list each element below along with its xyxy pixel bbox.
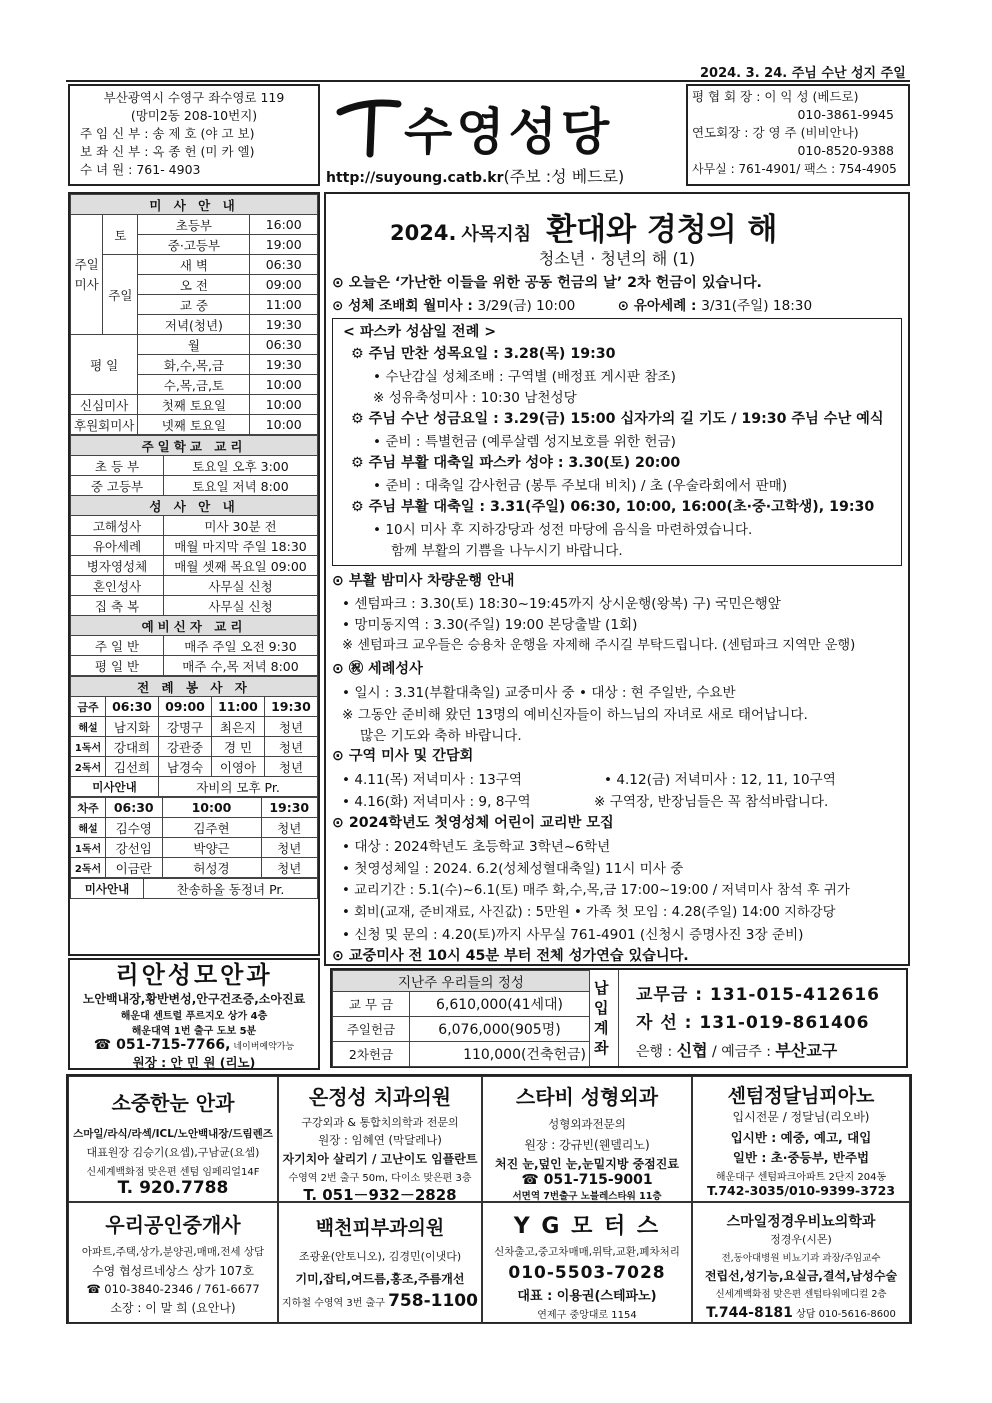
server-name: 강대희	[106, 737, 159, 757]
ad-woori-name: 우리공인중개사	[105, 1213, 241, 1237]
top-rule	[66, 80, 910, 82]
ad-baekcheon-name: 백천피부과의원	[315, 1217, 445, 1239]
mass-row-label: 중·고등부	[138, 235, 250, 255]
bus-item: • 센텀파크 : 3.30(토) 18:30~19:45까지 상시운행(왕복) 구) 국민은행앞	[342, 596, 781, 612]
bank-info	[636, 1038, 837, 1061]
easter-item: • 수난감실 성체조배 : 구역별 (배정표 게시판 참조)	[373, 369, 676, 385]
ad-piano-general: 일반 : 초·중등부, 반주법	[732, 1150, 870, 1165]
account-dues-number: : 131-015-412616	[688, 985, 880, 1005]
sacrament-row-label: 고해성사	[71, 516, 164, 536]
ad-centum-piano	[692, 1076, 910, 1202]
sacrament-row-time: 미사 30분 전	[164, 516, 318, 536]
holder-name: 부산교구	[775, 1041, 838, 1060]
ad-onjeong-name: 온정성 치과의원	[308, 1085, 452, 1109]
assistant-priest: 보 좌 신 부 : 옥 종 헌 (미 카 엘)	[80, 144, 255, 159]
next-mass-info-label: 미사안내	[71, 879, 144, 899]
church-address-lot: (망미2동 208-10번지)	[130, 108, 258, 123]
holder-label: / 예금주 :	[707, 1044, 776, 1060]
server-name: 박양근	[162, 838, 261, 858]
ad-urology-career: 전,동아대병원 비뇨기과 과장/주임교수	[721, 1253, 881, 1264]
saturday-label: 토	[103, 215, 138, 255]
bank-name: 신협	[676, 1041, 708, 1060]
ad-urology-doctor: 정경우(시몬)	[770, 1233, 832, 1246]
mass-row-time: 10:00	[250, 375, 318, 395]
ad-jung-urology	[692, 1202, 910, 1324]
mass-row-label: 새 벽	[138, 255, 250, 275]
sunday-school-title: 주일학교 교리	[71, 436, 318, 456]
server-name: 김선희	[106, 757, 159, 777]
eye-clinic-phone: ☎ 051-715-7766,	[93, 1037, 231, 1053]
server-name: 허성경	[162, 858, 261, 878]
ad-baekcheon-derm	[278, 1202, 482, 1324]
bus-item: ※ 센텀파크 교우들은 승용차 운행을 자제해 주시길 부탁드립니다. (센텀파크 지역만 운행)	[342, 638, 856, 653]
mass-row-label: 화,수,목,금	[138, 355, 250, 375]
mass-row-time: 11:00	[250, 295, 318, 315]
offering-label: 교 무 금	[333, 992, 410, 1017]
server-name: 청년	[265, 757, 318, 777]
ad-starbi-phone: ☎ 051-715-9001	[521, 1172, 653, 1188]
server-name: 청년	[261, 818, 318, 838]
bus-item: • 망미동지역 : 3.30(주일) 19:00 본당출발 (1회)	[342, 617, 638, 633]
mass-row-label: 교 중	[138, 295, 250, 315]
ad-sojung-location: 신세계백화점 맞은편 센텀 임페리얼14F	[86, 1167, 260, 1178]
baptism-item: ※ 그동안 준비해 왔던 13명의 예비신자들이 하느님의 자녀로 새로 태어납니다.	[342, 707, 808, 723]
ad-piano-sub: 입시전문 / 정달님(리오바)	[732, 1110, 870, 1124]
mass-row-time: 19:30	[250, 315, 318, 335]
catechumen-row-time: 매주 주일 오전 9:30	[164, 636, 318, 656]
ad-starbi-name: 스타비 성형외과	[515, 1085, 659, 1109]
easter-item: ⚙ 주님 수난 성금요일 : 3.29(금) 15:00 십자가의 길 기도 / 19:30 주님 수난 예식	[351, 411, 884, 427]
server-name: 이영아	[212, 757, 265, 777]
ad-urology-name: 스마일정경우비뇨의학과	[726, 1214, 876, 1230]
account-charity-label: 자 선	[636, 1013, 678, 1033]
sunday-mass-label: 주일미사	[71, 215, 103, 335]
ad-piano-location: 해운대구 센텀파크아파트 2단지 204동	[715, 1172, 887, 1183]
ad-onjeong-phone: T. 051－932－2828	[303, 1186, 457, 1202]
ad-urology-location: 신세계백화점 맞은편 센텀타워메디컬 2층	[715, 1289, 887, 1300]
liturgy-servers-title: 전 례 봉 사 자	[71, 677, 318, 697]
school-row-label: 중 고등부	[71, 476, 164, 496]
motto-year: 2024.	[390, 221, 457, 245]
ad-yg-location: 연제구 중앙대로 1154	[537, 1310, 637, 1321]
server-time: 10:00	[162, 798, 261, 818]
issue-date: 2024. 3. 24. 주님 수난 성지 주일	[700, 66, 906, 81]
catechumen-row-label: 평 일 반	[71, 656, 164, 676]
sacrament-row-label: 집 축 복	[71, 596, 164, 616]
support-mass-time: 10:00	[250, 415, 318, 435]
ad-sojung-name: 소중한눈 안과	[111, 1091, 235, 1115]
church-info-box	[68, 84, 320, 186]
server-time: 19:30	[261, 798, 318, 818]
infant-baptism-label: ⊙ 유아세례 :	[617, 298, 702, 314]
mass-row-label: 오 전	[138, 275, 250, 295]
ad-baekcheon-phone: 758-1100	[388, 1291, 478, 1311]
mass-row-time: 06:30	[250, 255, 318, 275]
main-notice-area	[324, 192, 910, 966]
catechumen-row-time: 매주 수,목 저녁 8:00	[164, 656, 318, 676]
server-name: 청년	[265, 737, 318, 757]
server-name: 남경숙	[159, 757, 212, 777]
mass-row-time: 06:30	[250, 335, 318, 355]
council-info-box	[686, 84, 910, 186]
convent: 수 녀 원 : 761- 4903	[80, 162, 201, 177]
sacrament-row-time: 매월 마지막 주일 18:30	[164, 536, 318, 556]
first-communion-title: ⊙ 2024학년도 첫영성체 어린이 교리반 모집	[332, 815, 614, 831]
sacrament-row-label: 유아세례	[71, 536, 164, 556]
devotion-mass-day: 첫째 토요일	[138, 395, 250, 415]
easter-triduum-title: < 파스카 성삼일 전례 >	[343, 324, 497, 340]
school-row-label: 초 등 부	[71, 456, 164, 476]
notice-collection: ⊙ 오늘은 ‘가난한 이들을 위한 공동 헌금의 날’ 2차 헌금이 있습니다.	[332, 275, 762, 291]
ad-starbi-plastic	[482, 1076, 692, 1202]
mass-row-label: 수,목,금,토	[138, 375, 250, 395]
motto-label: 사목지침	[461, 224, 532, 245]
payment-account-label: 납입계좌	[594, 979, 609, 1057]
pastor: 주 임 신 부 : 송 제 호 (야 고 보)	[80, 126, 255, 141]
ad-yg-sub: 신차출고,중고차매매,위탁,교환,폐차처리	[494, 1246, 680, 1258]
bus-title: ⊙ 부활 밤미사 차량운행 안내	[332, 573, 515, 589]
server-name: 강선임	[106, 838, 163, 858]
ad-starbi-director: 원장 : 강규빈(웬델리노)	[524, 1138, 650, 1152]
motto-heading	[390, 204, 777, 249]
server-time: 09:00	[159, 697, 212, 717]
ad-woori-phone: ☎ 010-3840-2346 / 761-6677	[86, 1282, 260, 1296]
support-mass-day: 넷째 토요일	[138, 415, 250, 435]
ad-starbi-specialty: 처진 눈,덮인 눈,눈밑지방 중점진료	[495, 1157, 679, 1171]
server-time: 06:30	[106, 798, 163, 818]
first-communion-item: • 첫영성체일 : 2024. 6.2(성체성혈대축일) 11시 미사 중	[342, 861, 684, 877]
school-row-time: 토요일 저녁 8:00	[164, 476, 318, 496]
ad-onjeong-dental	[278, 1076, 482, 1202]
eye-clinic-booking: 네이버예약가능	[230, 1042, 295, 1052]
mass-row-label: 저녁(청년)	[138, 315, 250, 335]
next-mass-info-value: 찬송하올 동정녀 Pr.	[144, 879, 318, 899]
mass-row-time: 16:00	[250, 215, 318, 235]
server-time: 19:30	[265, 697, 318, 717]
easter-triduum-box	[332, 318, 902, 566]
ad-urology-specialty: 전립선,성기능,요실금,결석,남성수술	[704, 1269, 898, 1283]
ad-sojung-sub: 스마일/라식/라섹/ICL/노안백내장/드림렌즈	[73, 1128, 273, 1140]
patron-saint: (주보 :성 베드로)	[503, 167, 625, 186]
mass-info-value: 자비의 모후 Pr.	[159, 777, 318, 797]
server-role: 2독서	[71, 858, 106, 878]
ad-sojung-eye	[68, 1076, 278, 1202]
first-communion-item: • 대상 : 2024학년도 초등학교 3학년~6학년	[342, 839, 611, 855]
catechumen-title: 예비신자 교리	[71, 616, 318, 636]
catechumen-row-label: 주 일 반	[71, 636, 164, 656]
first-communion-item: • 교리기간 : 5.1(수)~6.1(토) 매주 화,수,목,금 17:00~19:00 / 저녁미사 참석 후 귀가	[342, 883, 850, 898]
district-item: • 4.12(금) 저녁미사 : 12, 11, 10구역	[604, 772, 836, 788]
first-communion-item: • 회비(교재, 준비재료, 사진값) : 5만원 • 가족 첫 모임 : 4.28(주일) 14:00 지하강당	[342, 905, 836, 920]
sacrament-row-label: 병자영성체	[71, 556, 164, 576]
ad-baekcheon-treatment: 기미,잡티,여드름,홍조,주름개선	[295, 1272, 465, 1286]
sacrament-row-time: 사무실 신청	[164, 596, 318, 616]
eye-clinic-director: 원장 : 안 민 원 (리노)	[132, 1055, 256, 1070]
council-president-phone: 010-3861-9945	[797, 107, 894, 122]
ad-onjeong-sub: 구강외과 & 통합치의학과 전문의	[301, 1116, 459, 1129]
server-name: 김주현	[162, 818, 261, 838]
eye-clinic-location2: 해운대역 1번 출구 도보 5분	[131, 1026, 257, 1037]
district-item: ※ 구역장, 반장님들은 꼭 참석바랍니다.	[594, 794, 829, 810]
memorial-president-phone: 010-8520-9388	[797, 143, 894, 158]
server-name: 강관중	[159, 737, 212, 757]
eye-clinic-location: 해운대 센트럴 푸르지오 상가 4층	[120, 1011, 268, 1022]
baptism-item: • 일시 : 3.31(부활대축일) 교중미사 중 • 대상 : 현 주일반, 수요반	[342, 685, 736, 701]
office-phone-fax: 사무실 : 761-4901/ 팩스 : 754-4905	[692, 162, 897, 176]
ad-onjeong-specialty: 자기치아 살리기 / 고난이도 임플란트	[282, 1152, 478, 1166]
baptism-title: ⊙ ㊗ 세례성사	[332, 661, 423, 677]
bank-label: 은행 :	[636, 1044, 677, 1060]
easter-item: 함께 부활의 기쁨을 나누시기 바랍니다.	[391, 543, 623, 559]
ad-onjeong-director: 원장 : 임혜연 (막달레나)	[318, 1133, 442, 1147]
sacrament-row-time: 사무실 신청	[164, 576, 318, 596]
mass-row-time: 19:30	[250, 355, 318, 375]
ad-starbi-sub: 성형외과전문의	[548, 1117, 626, 1131]
easter-item: ⚙ 주님 만찬 성목요일 : 3.28(목) 19:30	[351, 346, 616, 362]
ad-yg-owner: 대표 : 이용권(스테파노)	[517, 1289, 657, 1304]
ad-starbi-location: 서면역 7번출구 노블레스타워 11층	[512, 1191, 662, 1202]
easter-item: ⚙ 주님 부활 대축일 : 3.31(주일) 06:30, 10:00, 16:00(초·중·고학생), 19:30	[351, 499, 875, 515]
eye-clinic-desc: 노안백내장,황반변성,안구건조증,소아진료	[82, 992, 306, 1006]
server-name: 청년	[265, 717, 318, 737]
motto-title: 환대와 경청의 해	[546, 212, 778, 248]
ad-urology-phone: T.744-8181	[706, 1305, 793, 1321]
ad-baekcheon-location: 지하철 수영역 3번 출구	[282, 1298, 389, 1309]
server-name: 김수영	[106, 818, 163, 838]
motto-subtitle: 청소년 · 청년의 해 (1)	[538, 249, 696, 268]
church-logo	[326, 84, 682, 186]
district-item: • 4.16(화) 저녁미사 : 9, 8구역	[342, 794, 531, 810]
adoration-time: 3/29(금) 10:00	[477, 298, 576, 314]
server-role: 해설	[71, 818, 106, 838]
offering-amount: 6,076,000(905명)	[410, 1017, 590, 1042]
mass-row-label: 초등부	[138, 215, 250, 235]
server-role: 2독서	[71, 757, 106, 777]
ad-baekcheon-doctors: 조광윤(안토니오), 김경민(이냇다)	[298, 1250, 462, 1263]
sunday-label: 주일	[103, 255, 138, 335]
council-president: 평 협 회 장 : 이 익 성 (베드로)	[692, 89, 859, 104]
ad-woori-location: 수영 협성르네상스 상가 107호	[92, 1264, 254, 1278]
mass-row-time: 09:00	[250, 275, 318, 295]
mass-schedule-title: 미 사 안 내	[71, 195, 318, 215]
offering-title: 지난주 우리들의 정성	[333, 971, 590, 992]
offering-amount: 6,610,000(41세대)	[410, 992, 590, 1017]
devotion-mass-time: 10:00	[250, 395, 318, 415]
account-charity	[636, 1008, 869, 1033]
server-time: 11:00	[212, 697, 265, 717]
ad-piano-name: 센텀정달님피아노	[727, 1085, 875, 1107]
this-week-label: 금주	[71, 697, 106, 717]
server-role: 1독서	[71, 737, 106, 757]
account-dues-label: 교무금	[636, 985, 689, 1005]
easter-item: • 10시 미사 후 지하강당과 성전 마당에 음식을 마련하였습니다.	[373, 522, 753, 538]
ad-piano-admission: 입시반 : 예중, 예고, 대입	[730, 1130, 872, 1145]
ad-yg-motors	[482, 1202, 692, 1324]
ad-woori-sub: 아파트,주택,상가,분양권,매매,전세 상담	[81, 1246, 265, 1258]
ad-piano-phone: T.742-3035/010-9399-3723	[706, 1183, 896, 1198]
support-mass-label: 후원회미사	[71, 415, 138, 435]
left-info-column	[68, 192, 320, 956]
offering-amount: 110,000(건축헌금)	[410, 1042, 590, 1067]
mass-info-label: 미사안내	[71, 777, 159, 797]
mass-row-time: 19:00	[250, 235, 318, 255]
server-name: 남지화	[106, 717, 159, 737]
offering-label: 주일헌금	[333, 1017, 410, 1042]
church-name-logo: 수영성당	[404, 103, 614, 161]
ad-lian-eye-clinic	[68, 958, 320, 1070]
church-website-link[interactable]: http://suyoung.catb.kr	[326, 170, 504, 186]
ad-sojung-doctors: 대표원장 김승기(요셉),구남균(요셉)	[86, 1146, 260, 1159]
ad-woori-realty	[68, 1202, 278, 1324]
ad-onjeong-location: 수영역 2번 출구 50m, 다이소 맞은편 3층	[288, 1173, 472, 1184]
choir-notice: ⊙ 교중미사 전 10시 45분 부터 전체 성가연습 있습니다.	[332, 948, 689, 964]
offering-box	[330, 968, 908, 1068]
easter-item: ⚙ 주님 부활 대축일 파스카 성야 : 3.30(토) 20:00	[351, 455, 681, 471]
account-dues	[636, 980, 880, 1005]
adoration-label: ⊙ 성체 조배회 월미사 :	[332, 298, 478, 314]
server-role: 해설	[71, 717, 106, 737]
ad-yg-phone: 010-5503-7028	[508, 1263, 666, 1283]
offering-label: 2차헌금	[333, 1042, 410, 1067]
district-title: ⊙ 구역 미사 및 간담회	[332, 748, 474, 764]
district-item: • 4.11(목) 저녁미사 : 13구역	[342, 772, 522, 788]
baptism-item: 많은 기도와 축하 바랍니다.	[360, 728, 522, 744]
easter-item: ※ 성유축성미사 : 10:30 남천성당	[373, 390, 577, 406]
sacrament-title: 성 사 안 내	[71, 496, 318, 516]
ad-urology-consult: 상담 010-5616-8600	[792, 1309, 896, 1320]
devotion-mass-label: 신심미사	[71, 395, 138, 415]
server-time: 06:30	[106, 697, 159, 717]
sacrament-row-time: 매월 셋째 목요일 09:00	[164, 556, 318, 576]
notice-adoration-mass	[332, 294, 812, 314]
church-address: 부산광역시 수영구 좌수영로 119	[103, 90, 285, 105]
account-charity-number: : 131-019-861406	[677, 1013, 870, 1033]
easter-item: • 준비 : 특별헌금 (예루살렘 성지보호를 위한 헌금)	[373, 434, 676, 450]
server-name: 이금란	[106, 858, 163, 878]
eye-clinic-name: 리안성모안과	[115, 961, 273, 989]
server-name: 최은지	[212, 717, 265, 737]
server-name: 강명구	[159, 717, 212, 737]
cross-logo-icon	[336, 90, 406, 160]
server-name: 경 민	[212, 737, 265, 757]
easter-item: • 준비 : 대축일 감사헌금 (봉투 주보대 비치) / 초 (우술라회에서 판매)	[373, 478, 788, 494]
server-role: 1독서	[71, 838, 106, 858]
server-name: 청년	[261, 838, 318, 858]
server-name: 청년	[261, 858, 318, 878]
ad-yg-name: Y G 모 터 스	[513, 1214, 661, 1239]
ad-woori-owner: 소장 : 이 말 희 (요안나)	[110, 1301, 236, 1315]
memorial-president: 연도회장 : 강 영 주 (비비안나)	[692, 125, 859, 140]
weekday-label: 평 일	[71, 335, 138, 395]
mass-row-label: 월	[138, 335, 250, 355]
first-communion-item: • 신청 및 문의 : 4.20(토)까지 사무실 761-4901 (신청시 증명사진 3장 준비)	[342, 927, 804, 943]
sacrament-row-label: 혼인성사	[71, 576, 164, 596]
next-week-label: 차주	[71, 798, 106, 818]
ad-sojung-phone: T. 920.7788	[117, 1178, 229, 1198]
school-row-time: 토요일 오후 3:00	[164, 456, 318, 476]
infant-baptism-time: 3/31(주일) 18:30	[701, 298, 813, 314]
